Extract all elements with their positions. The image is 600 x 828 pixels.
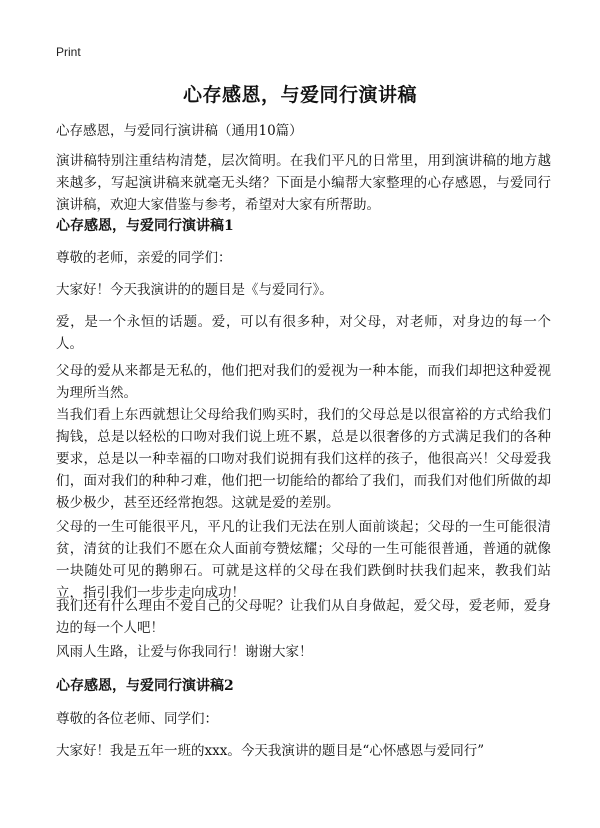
paragraph: 大家好！今天我演讲的的题目是《与爱同行》。 bbox=[56, 282, 333, 298]
print-link[interactable]: Print bbox=[56, 45, 81, 59]
section-heading: 心存感恩，与爱同行演讲稿1 bbox=[56, 218, 234, 234]
paragraph: 尊敬的老师，亲爱的同学们： bbox=[56, 250, 232, 266]
page-title: 心存感恩，与爱同行演讲稿 bbox=[182, 84, 417, 106]
paragraph: 父母的爱从来都是无私的，他们把对我们的爱视为一种本能，而我们却把这种爱视为理所当然。 bbox=[56, 363, 551, 401]
paragraph: 我们还有什么理由不爱自己的父母呢？让我们从自身做起，爱父母，爱老师，爱身边的每一个人吧！ bbox=[56, 598, 551, 636]
paragraph: 爱，是一个永恒的话题。爱，可以有很多种，对父母，对老师，对身边的每一个人。 bbox=[56, 314, 551, 352]
paragraph: 大家好！我是五年一班的xxx。今天我演讲的题目是“心怀感恩与爱同行” bbox=[56, 743, 485, 759]
paragraph: 当我们看上东西就想让父母给我们购买时，我们的父母总是以很富裕的方式给我们掏钱，总是以轻松的口吻对我们说上班不累，总是以很奢侈的方式满足我们的各种要求，总是以一种幸福的口吻对我们说拥有我们这样的孩子，他很高兴！父母爱我们，面对我们的种种刁难，他们把一切能给的都给了我们，而我们对他们所做的却极少极少，甚至还经常抱怨。这就是爱的差别。 bbox=[56, 407, 551, 511]
intro-paragraph: 演讲稿特别注重结构清楚，层次简明。在我们平凡的日常里，用到演讲稿的地方越来越多，写起演讲稿来就毫无头绪？下面是小编帮大家整理的心存感恩，与爱同行演讲稿，欢迎大家借鉴与参考，希望对大家有所帮助。 bbox=[56, 153, 551, 213]
paragraph: 尊敬的各位老师、同学们： bbox=[56, 711, 218, 727]
paragraph: 父母的一生可能很平凡，平凡的让我们无法在别人面前谈起；父母的一生可能很清贫，清贫的让我们不愿在众人面前夸赞炫耀；父母的一生可能很普通，普通的就像一块随处可见的鹅卵石。可就是这样的父母在我们跌倒时扶我们起来，教我们站立，指引我们一步步走向成功！ bbox=[56, 519, 551, 601]
subtitle: 心存感恩，与爱同行演讲稿（通用10篇） bbox=[56, 123, 303, 139]
paragraph: 风雨人生路，让爱与你我同行！谢谢大家！ bbox=[56, 644, 313, 660]
section-heading: 心存感恩，与爱同行演讲稿2 bbox=[56, 678, 234, 694]
